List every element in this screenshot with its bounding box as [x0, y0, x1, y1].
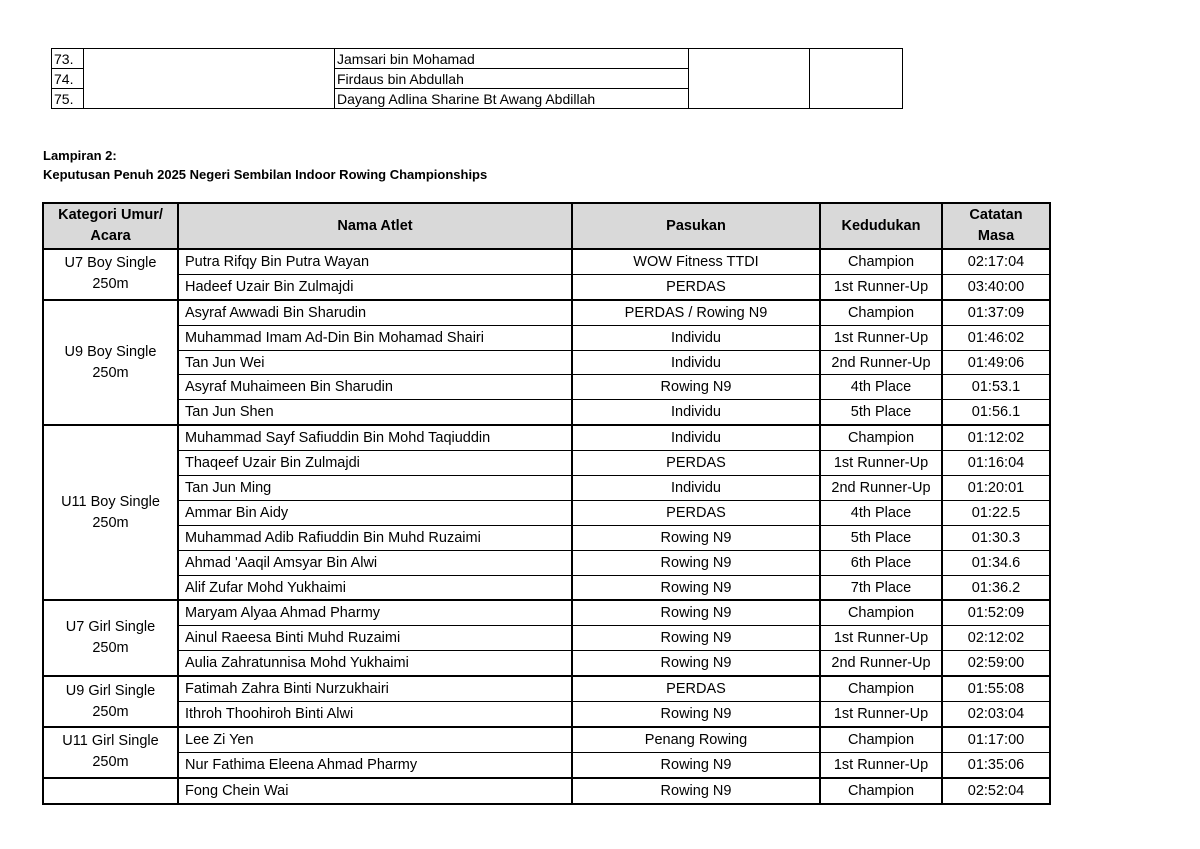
category-label: U9 Boy Single	[64, 343, 157, 360]
header-team: Pasukan	[572, 203, 820, 249]
record-time: 01:52:09	[942, 600, 1050, 625]
team-name: Rowing N9	[572, 550, 820, 575]
record-time: 01:20:01	[942, 476, 1050, 501]
placing: 1st Runner-Up	[820, 702, 942, 727]
athlete-name: Tan Jun Ming	[178, 476, 572, 501]
team-name: Penang Rowing	[572, 727, 820, 752]
distance-label: 250m	[92, 276, 129, 293]
table-row	[43, 752, 1050, 777]
athlete-name: Muhammad Imam Ad-Din Bin Mohamad Shairi	[178, 325, 572, 350]
record-time: 02:03:04	[942, 702, 1050, 727]
table-row	[43, 300, 1050, 325]
table-row	[43, 626, 1050, 651]
row-number: 75.	[52, 89, 84, 109]
table-row	[43, 476, 1050, 501]
person-name: Jamsari bin Mohamad	[335, 49, 689, 69]
placing: Champion	[820, 300, 942, 325]
team-name: PERDAS	[572, 676, 820, 701]
blank-cell	[84, 89, 335, 109]
placing: 1st Runner-Up	[820, 274, 942, 299]
category-label: U7 Girl Single	[65, 619, 156, 636]
record-time: 01:16:04	[942, 451, 1050, 476]
athlete-name: Ammar Bin Aidy	[178, 500, 572, 525]
blank-cell	[689, 49, 810, 109]
distance-label: 250m	[92, 754, 129, 771]
team-name: Individu	[572, 476, 820, 501]
table-row	[43, 600, 1050, 625]
table-row	[43, 350, 1050, 375]
table-row	[43, 778, 1050, 804]
athlete-name: Aulia Zahratunnisa Mohd Yukhaimi	[178, 651, 572, 676]
table-row	[43, 651, 1050, 676]
athlete-name: Asyraf Muhaimeen Bin Sharudin	[178, 375, 572, 400]
placing: 1st Runner-Up	[820, 752, 942, 777]
team-name: Rowing N9	[572, 778, 820, 804]
previous-list-table	[51, 48, 903, 109]
person-name: Firdaus bin Abdullah	[335, 69, 689, 89]
placing: 1st Runner-Up	[820, 451, 942, 476]
placing: 4th Place	[820, 375, 942, 400]
athlete-name: Ahmad 'Aaqil Amsyar Bin Alwi	[178, 550, 572, 575]
team-name: Individu	[572, 350, 820, 375]
person-name: Dayang Adlina Sharine Bt Awang Abdillah	[335, 89, 689, 109]
results-table	[42, 202, 1051, 805]
row-number: 74.	[52, 69, 84, 89]
athlete-name: Fatimah Zahra Binti Nurzukhairi	[178, 676, 572, 701]
header-row	[43, 203, 1050, 249]
blank-cell	[810, 49, 903, 109]
placing: Champion	[820, 249, 942, 274]
team-name: PERDAS / Rowing N9	[572, 300, 820, 325]
team-name: Individu	[572, 325, 820, 350]
annex-label: Lampiran 2:	[43, 148, 117, 163]
placing: Champion	[820, 676, 942, 701]
athlete-name: Alif Zufar Mohd Yukhaimi	[178, 575, 572, 600]
placing: 7th Place	[820, 575, 942, 600]
table-row	[43, 727, 1050, 752]
athlete-name: Muhammad Adib Rafiuddin Bin Muhd Ruzaimi	[178, 525, 572, 550]
table-row	[43, 425, 1050, 450]
header-category: Kategori Umur/ Acara	[43, 203, 178, 249]
athlete-name: Putra Rifqy Bin Putra Wayan	[178, 249, 572, 274]
record-time: 02:52:04	[942, 778, 1050, 804]
category-cell	[43, 425, 178, 600]
record-time: 01:55:08	[942, 676, 1050, 701]
athlete-name: Asyraf Awwadi Bin Sharudin	[178, 300, 572, 325]
category-cell	[43, 778, 178, 804]
placing: 2nd Runner-Up	[820, 476, 942, 501]
placing: Champion	[820, 600, 942, 625]
distance-label: 250m	[92, 514, 129, 531]
category-cell	[43, 727, 178, 778]
placing: Champion	[820, 778, 942, 804]
team-name: Rowing N9	[572, 600, 820, 625]
placing: 2nd Runner-Up	[820, 651, 942, 676]
athlete-name: Maryam Alyaa Ahmad Pharmy	[178, 600, 572, 625]
placing: 2nd Runner-Up	[820, 350, 942, 375]
athlete-name: Ithroh Thoohiroh Binti Alwi	[178, 702, 572, 727]
header-rank: Kedudukan	[820, 203, 942, 249]
category-cell	[43, 676, 178, 727]
placing: 5th Place	[820, 525, 942, 550]
team-name: Rowing N9	[572, 525, 820, 550]
record-time: 02:59:00	[942, 651, 1050, 676]
record-time: 01:37:09	[942, 300, 1050, 325]
placing: Champion	[820, 425, 942, 450]
athlete-name: Tan Jun Shen	[178, 400, 572, 425]
team-name: WOW Fitness TTDI	[572, 249, 820, 274]
team-name: Individu	[572, 400, 820, 425]
team-name: Rowing N9	[572, 752, 820, 777]
record-time: 01:56.1	[942, 400, 1050, 425]
placing: 1st Runner-Up	[820, 325, 942, 350]
record-time: 01:53.1	[942, 375, 1050, 400]
record-time: 01:12:02	[942, 425, 1050, 450]
row-number: 73.	[52, 49, 84, 69]
record-time: 02:12:02	[942, 626, 1050, 651]
header-name: Nama Atlet	[178, 203, 572, 249]
section-heading	[43, 146, 487, 184]
table-row	[43, 676, 1050, 701]
athlete-name: Lee Zi Yen	[178, 727, 572, 752]
athlete-name: Fong Chein Wai	[178, 778, 572, 804]
athlete-name: Muhammad Sayf Safiuddin Bin Mohd Taqiuddin	[178, 425, 572, 450]
category-label: U7 Boy Single	[64, 255, 157, 272]
results-title: Keputusan Penuh 2025 Negeri Sembilan Indoor Rowing Championships	[43, 167, 488, 182]
table-row	[43, 325, 1050, 350]
placing: 5th Place	[820, 400, 942, 425]
table-row	[43, 400, 1050, 425]
table-row	[43, 500, 1050, 525]
team-name: PERDAS	[572, 451, 820, 476]
record-time: 01:34.6	[942, 550, 1050, 575]
team-name: Rowing N9	[572, 375, 820, 400]
distance-label: 250m	[92, 364, 129, 381]
record-time: 03:40:00	[942, 274, 1050, 299]
team-name: Individu	[572, 425, 820, 450]
record-time: 01:22.5	[942, 500, 1050, 525]
team-name: Rowing N9	[572, 626, 820, 651]
category-label: U11 Boy Single	[61, 493, 160, 510]
team-name: PERDAS	[572, 500, 820, 525]
record-time: 01:30.3	[942, 525, 1050, 550]
header-time: Catatan Masa	[942, 203, 1050, 249]
placing: 6th Place	[820, 550, 942, 575]
distance-label: 250m	[92, 703, 129, 720]
athlete-name: Thaqeef Uzair Bin Zulmajdi	[178, 451, 572, 476]
record-time: 02:17:04	[942, 249, 1050, 274]
table-row	[43, 451, 1050, 476]
top-row	[52, 49, 903, 69]
athlete-name: Nur Fathima Eleena Ahmad Pharmy	[178, 752, 572, 777]
category-cell	[43, 249, 178, 300]
team-name: Rowing N9	[572, 575, 820, 600]
table-row	[43, 575, 1050, 600]
athlete-name: Ainul Raeesa Binti Muhd Ruzaimi	[178, 626, 572, 651]
placing: Champion	[820, 727, 942, 752]
record-time: 01:36.2	[942, 575, 1050, 600]
category-label: U9 Girl Single	[65, 682, 156, 699]
table-row	[43, 550, 1050, 575]
record-time: 01:49:06	[942, 350, 1050, 375]
athlete-name: Tan Jun Wei	[178, 350, 572, 375]
record-time: 01:35:06	[942, 752, 1050, 777]
placing: 1st Runner-Up	[820, 626, 942, 651]
category-cell	[43, 600, 178, 676]
record-time: 01:46:02	[942, 325, 1050, 350]
team-name: PERDAS	[572, 274, 820, 299]
table-row	[43, 525, 1050, 550]
table-row	[43, 274, 1050, 299]
team-name: Rowing N9	[572, 702, 820, 727]
athlete-name: Hadeef Uzair Bin Zulmajdi	[178, 274, 572, 299]
table-row	[43, 375, 1050, 400]
placing: 4th Place	[820, 500, 942, 525]
team-name: Rowing N9	[572, 651, 820, 676]
distance-label: 250m	[92, 640, 129, 657]
blank-cell	[84, 69, 335, 89]
category-label: U11 Girl Single	[62, 733, 159, 750]
category-cell	[43, 300, 178, 425]
blank-cell	[84, 49, 335, 69]
table-row	[43, 249, 1050, 274]
record-time: 01:17:00	[942, 727, 1050, 752]
table-row	[43, 702, 1050, 727]
